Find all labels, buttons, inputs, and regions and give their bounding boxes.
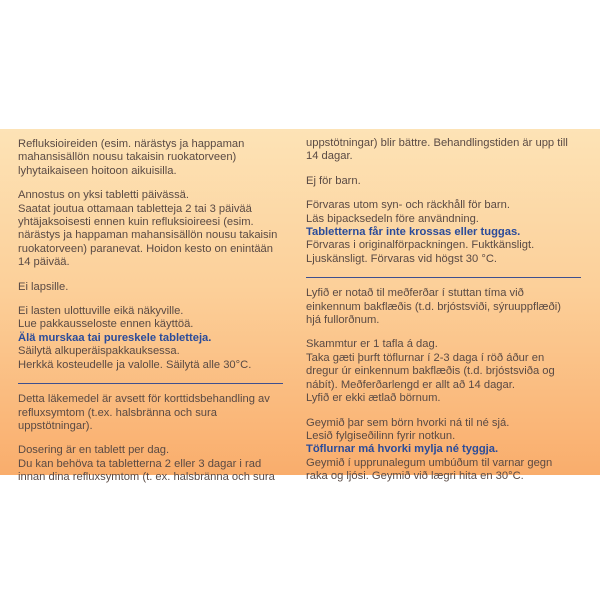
sv-indication: Detta läkemedel är avsett för korttidsbehandling av refluxsymtom (t.ex. halsbränna och sura uppstötningar). bbox=[18, 393, 270, 432]
fi-indication: Refluksioireiden (esim. närästys ja happaman mahansisällön nousu takaisin ruokatorveen) lyhytaikaiseen hoitoon aikuisilla. bbox=[18, 138, 245, 177]
is-warning: Töflurnar má hvorki mylja né tyggja. bbox=[306, 443, 499, 456]
right-column bbox=[306, 137, 574, 495]
fi-dosage: Annostus on yksi tabletti päivässä. Saatat joutua ottamaan tabletteja 2 tai 3 päivää yhtäjaksoisesti ennen kuin refluksioireesi (esim. närästys ja happaman mahansisällön nousu takaisin ruokatorveen) paranevat. Hoidon kesto on enintään 14 päivää. bbox=[18, 189, 278, 269]
is-dosage: Skammtur er 1 tafla á dag. Taka gæti þurft töflurnar í 2-3 daga í röð áður en dregur úr einkennum bakflæðis (t.d. brjóstsviða og nábít). Meðferðarlengd er allt að 14 dagar. Lyfið er ekki ætlað börnum. bbox=[306, 338, 555, 405]
is-indication: Lyfið er notað til meðferðar í stuttan tíma við einkennum bakflæðis (t.d. brjóstsviði, sýruuppflæði) hjá fullorðnum. bbox=[306, 287, 561, 327]
is-storage: Geymið þar sem börn hvorki ná til né sjá. Lesið fylgiseðilinn fyrir notkun. Töflurnar má hvorki mylja né tyggja. Geymið í upprunalegum umbúðum til varnar gegn raka og ljósi. Geymið við lægri hita en 30°C. bbox=[306, 417, 574, 484]
sv-warning: Tabletterna får inte krossas eller tuggas. bbox=[306, 226, 521, 239]
sv-children: Ej för barn. bbox=[306, 174, 361, 187]
sv-storage: Förvaras utom syn- och räckhåll för barn. Läs bipacksedeln före användning. Tabletterna får inte krossas eller tuggas. Förvaras i originalförpackningen. Fuktkänsligt. Ljuskänsligt. Förvaras vid högst 30 °C. bbox=[306, 199, 574, 266]
section-divider bbox=[306, 277, 581, 278]
leaflet-panel bbox=[0, 129, 600, 484]
fi-children: Ei lapsille. bbox=[18, 280, 69, 293]
left-column bbox=[18, 138, 286, 496]
sv-dosage: Dosering är en tablett per dag. Du kan behöva ta tabletterna 2 eller 3 dagar i rad innan dina refluxsymtom (t. ex. halsbränna och sura bbox=[18, 444, 275, 484]
fi-warning: Älä murskaa tai pureskele tabletteja. bbox=[18, 331, 212, 344]
sv-indication-cont: uppstötningar) blir bättre. Behandlingstiden är upp till 14 dagar. bbox=[306, 137, 568, 163]
fi-storage: Ei lasten ulottuville eikä näkyville. Lue pakkausseloste ennen käyttöä. Älä murskaa tai pureskele tabletteja. Säilytä alkuperäispakkauksessa. Herkkä kosteudelle ja valolle. Säilytä alle 30°C. bbox=[18, 305, 286, 372]
section-divider bbox=[18, 383, 283, 384]
